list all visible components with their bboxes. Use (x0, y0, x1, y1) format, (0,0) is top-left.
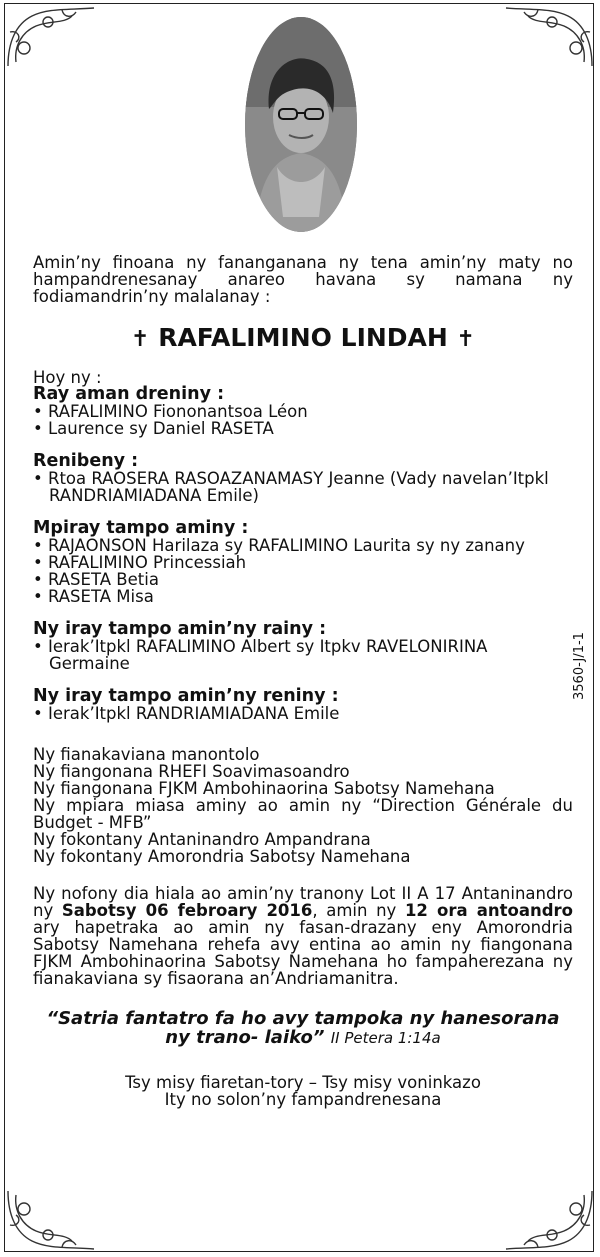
announcement-body (33, 254, 573, 1108)
quote-reference: II Petera 1:14a (330, 1029, 441, 1047)
burial-date: Sabotsy 06 febroary 2016 (61, 901, 313, 920)
burial-text: Ny nofony dia hiala ao amin’ny tranony Lot II A 17 Antaninandro ny (33, 884, 573, 920)
burial-paragraph (33, 885, 573, 987)
section-maternal-siblings (33, 688, 573, 722)
portrait-photo (245, 17, 357, 232)
list-item: • Ierak’Itpkl RAFALIMINO Albert sy Itpkv RAVELONIRINA Germaine (33, 637, 488, 673)
section-paternal-siblings (33, 621, 573, 672)
bible-quote (33, 1009, 573, 1048)
list-item: Ny fokontany Antaninandro Ampandrana (33, 830, 371, 849)
deceased-name-text: RAFALIMINO LINDAH (158, 323, 448, 352)
section-heading: Renibeny : (33, 451, 139, 471)
quote-text: “Satria fantatro fa ho avy tampoka ny hanesorana ny trano- laiko” (46, 1008, 560, 1048)
burial-text: , amin ny (312, 901, 405, 920)
others-list (33, 746, 573, 865)
corner-ornament-icon (498, 2, 598, 72)
intro-paragraph: Amin’ny finoana ny fananganana ny tena amin’ny maty no hampandrenesanay anareo havana sy namana ny fodiamandrin’ny malalanay : (33, 253, 573, 306)
list-item: Ny fiangonana FJKM Ambohinaorina Sabotsy Namehana (33, 779, 495, 798)
corner-ornament-icon (2, 2, 102, 72)
cross-icon: ✝ (131, 327, 150, 352)
deceased-name (33, 323, 573, 355)
list-item: Ny fianakaviana manontolo (33, 745, 260, 764)
section-heading: Ny iray tampo amin’ny reniny : (33, 686, 339, 706)
section-siblings (33, 520, 573, 605)
list-item: • Rtoa RAOSERA RASOAZANAMASY Jeanne (Vady navelan’Itpkl RANDRIAMIADANA Emile) (33, 469, 549, 505)
corner-ornament-icon (498, 1185, 598, 1255)
closing-line: Ity no solon’ny fampandrenesana (164, 1090, 442, 1109)
closing-line: Tsy misy fiaretan-tory – Tsy misy voninkazo (125, 1073, 481, 1092)
list-item: Ny mpiara miasa aminy ao amin ny “Direction Générale du Budget - MFB” (33, 796, 573, 832)
list-item: • RAJAONSON Harilaza sy RAFALIMINO Laurita sy ny zanany (33, 536, 525, 555)
list-item: • RAFALIMINO Fiononantsoa Léon (33, 402, 308, 421)
list-item: • Laurence sy Daniel RASETA (33, 419, 274, 438)
section-parents (33, 386, 573, 437)
list-item: • RASETA Betia (33, 570, 159, 589)
section-heading: Ray aman dreniny : (33, 384, 225, 404)
burial-time: 12 ora antoandro (404, 901, 574, 920)
list-item: • RAFALIMINO Princessiah (33, 553, 247, 572)
section-heading: Mpiray tampo aminy : (33, 518, 249, 538)
burial-text: ary hapetraka ao amin ny fasan-drazany eny Amorondria Sabotsy Namehana rehefa avy entina ao amin ny fiangonana FJKM Ambohinaorina Sabotsy Namehana ho fampaherezana ny fianakaviana sy fisaorana an’Andriamanitra. (33, 918, 573, 988)
hoy-line: Hoy ny : (33, 368, 102, 387)
reference-code: 3560-J/1-1 (572, 632, 587, 700)
cross-icon: ✝ (456, 327, 475, 352)
section-grandmother (33, 453, 573, 504)
list-item: Ny fiangonana RHEFI Soavimasoandro (33, 762, 350, 781)
list-item: Ny fokontany Amorondria Sabotsy Namehana (33, 847, 411, 866)
closing-note (33, 1074, 573, 1108)
list-item: • Ierak’Itpkl RANDRIAMIADANA Emile (33, 704, 340, 723)
section-heading: Ny iray tampo amin’ny rainy : (33, 619, 327, 639)
corner-ornament-icon (2, 1185, 102, 1255)
list-item: • RASETA Misa (33, 587, 154, 606)
